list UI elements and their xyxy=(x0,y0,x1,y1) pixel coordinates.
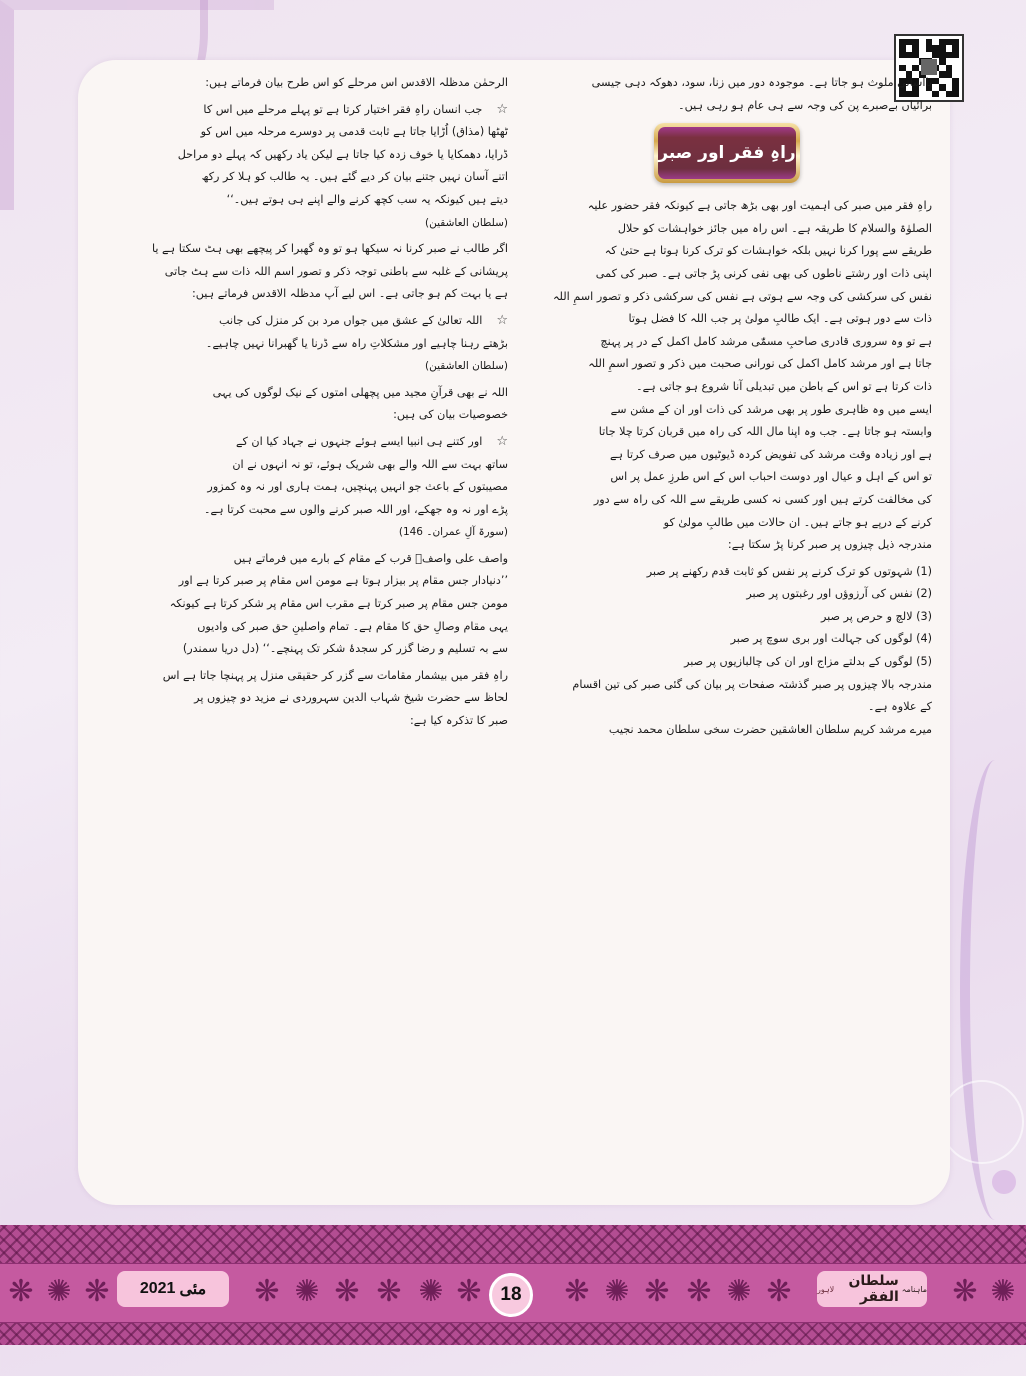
floral-motif-icon: ❋ xyxy=(644,1274,670,1309)
section-title: راہِ فقر اور صبر xyxy=(658,127,796,179)
text-line: الصلوٰۃ والسلام کا طریقہ ہے۔ اس راہ میں جائز خواہشات کو حلال xyxy=(617,221,932,235)
text-line: راہِ فقر میں صبر کی اہمیت اور بھی بڑھ جاتی ہے کیونکہ فقر حضور علیہ xyxy=(587,199,932,213)
text-line: یہی مقام وصالِ حق کا مقام ہے۔ تمام واصلینِ حق صبر کی وادیوں xyxy=(197,619,508,633)
page-footer xyxy=(0,1225,1026,1345)
quote-reference: (سلطان العاشقین) xyxy=(425,360,508,373)
text-line: کرنے کے درپے ہو جاتے ہیں۔ ان حالات میں طالبِ مولیٰ کو xyxy=(663,515,932,529)
text-line: ایسے میں وہ ظاہری طور پر بھی مرشد کی ذات اور ان کے مشن سے xyxy=(610,402,932,416)
quran-quote-block xyxy=(100,431,508,544)
text-line: ہے تو وہ سروری قادری صاحبِ مسمّٰی مرشد کامل اکمل کے در پر پہنچ xyxy=(600,334,932,348)
section-title-badge xyxy=(654,123,800,183)
floral-motif-icon: ❋ xyxy=(254,1274,280,1309)
magazine-logo xyxy=(817,1271,927,1307)
patience-list xyxy=(522,561,932,674)
text-line: اپنی ذات اور رشتے ناطوں کی بھی نفی کرنی پڑ جاتی ہے۔ صبر کی کمی xyxy=(595,266,932,280)
text-line: ساتھ بہت سے اللہ والے بھی شریک ہوئے، تو نہ انہوں نے ان xyxy=(232,457,508,471)
qr-module xyxy=(952,91,959,97)
text-line: ذات سے دور ہوتی ہے۔ ایک طالبِ مولیٰ پر جب اللہ کا فضل ہوتا xyxy=(628,312,932,326)
issue-month: مئی xyxy=(179,1281,207,1298)
text-line: مندرجہ بالا چیزوں پر صبر گذشتہ صفحات پر بیان کی گئی صبر کی تین اقسام xyxy=(572,677,932,691)
text-line: وابستہ ہو جاتا ہے۔ جب وہ اپنا مال اللہ کی راہ میں قربان کرتا چلا جاتا xyxy=(598,425,932,439)
text-line: جاتا ہے اور مرشد کامل اکمل کی نورانی صحبت میں ذکر و تصور اسمِ اللہ xyxy=(588,357,932,371)
floral-motif-icon: ✺ xyxy=(46,1274,72,1309)
text-line: اتنے آسان نہیں جتنے بیان کر دیے گئے ہیں۔ یہ طالب کو ہلا کر رکھ xyxy=(201,170,508,184)
floral-motif-icon: ✺ xyxy=(990,1274,1016,1309)
floral-motif-icon: ❋ xyxy=(8,1274,34,1309)
text-line: پڑے اور نہ وہ جھکے، اور اللہ صبر کرنے والوں سے محبت کرتا ہے۔ xyxy=(203,502,508,516)
floral-motif-icon: ✺ xyxy=(604,1274,630,1309)
text-line: کی مخالفت کرتے ہیں اور کسی نہ کسی طریقے سے اللہ کی راہ سے دور xyxy=(593,492,932,506)
text-line: دیتے ہیں کیونکہ یہ سب کچھ کرنے والے اپنے ہی ہوتے ہیں۔‘‘ xyxy=(226,192,508,206)
background-pearl xyxy=(992,1170,1016,1194)
text-line: راہِ فقر میں بیشمار مقامات سے گزر کر حقیقی منزل پر پہنچا جاتا ہے اس xyxy=(162,668,508,682)
text-line: کے علاوہ ہے۔ xyxy=(868,700,932,714)
text-line: الرحمٰن مدظلہ الاقدس اس مرحلے کو اس طرح بیان فرماتے ہیں: xyxy=(205,76,508,89)
floral-motif-icon: ✺ xyxy=(726,1274,752,1309)
qr-module xyxy=(939,91,946,97)
text-line: مومن جس مقام پر صبر کرتا ہے مقرب اس مقام پر شکر کرتا ہے کیونکہ xyxy=(169,597,508,611)
body-paragraph xyxy=(522,195,932,557)
magazine-name: سلطان الفقر xyxy=(848,1273,899,1305)
qr-module xyxy=(932,91,939,97)
closing-paragraph xyxy=(522,674,932,742)
text-line: اللہ تعالیٰ کے عشق میں جواں مرد بن کر منزل کی جانب xyxy=(219,313,483,327)
floral-motif-icon: ✺ xyxy=(294,1274,320,1309)
body-paragraph xyxy=(100,382,508,427)
text-line: ذات کرتا ہے تو اس کے باطن میں تبدیلی آنا شروع ہو جاتی ہے۔ xyxy=(636,379,932,393)
text-line: مصیبتوں کے باعث جو انہیں پہنچیں، ہمت ہاری اور نہ وہ کمزور xyxy=(207,480,508,494)
text-line: میرے مرشد کریم سلطان العاشقین حضرت سخی سلطان محمد نجیب xyxy=(608,722,932,736)
article-column-right xyxy=(522,72,932,745)
magazine-prefix: ماہنامہ xyxy=(901,1284,927,1294)
quote-reference: (سلطان العاشقین) xyxy=(425,216,508,229)
quote-block xyxy=(100,99,508,235)
floral-motif-icon: ❋ xyxy=(766,1274,792,1309)
text-line: اور کتنے ہی انبیا ایسے ہوئے جنہوں نے جہاد کیا ان کے xyxy=(235,434,483,448)
text-line: مندرجہ ذیل چیزوں پر صبر کرنا پڑ سکتا ہے: xyxy=(727,538,932,552)
text-line: صبر کا تذکرہ کیا ہے: xyxy=(409,714,508,728)
list-item: (1) شہوتوں کو ترک کرنے پر نفس کو ثابت قدم رکھنے پر صبر xyxy=(646,564,932,578)
footer-ornament-band-top xyxy=(0,1225,1026,1264)
text-line: طریقے سے پورا کرنا نہیں بلکہ خواہشات کو ترک کرنا ہوتا ہے حتیٰ کہ xyxy=(604,244,932,258)
page-number: 18 xyxy=(489,1273,533,1317)
text-line: لحاظ سے حضرت شیخ شہاب الدین سہروردی نے مزید دو چیزوں پر xyxy=(194,691,508,705)
body-paragraph xyxy=(100,548,508,661)
text-line: ٹھٹھا (مذاق) اُڑایا جاتا ہے ثابت قدمی پر دوسرے مرحلہ میں اس کو xyxy=(200,125,508,139)
text-line: ہے یا بہت کم ہو جاتی ہے۔ اس لیے آپ مدظلہ الاقدس فرماتے ہیں: xyxy=(192,287,508,301)
list-item: (5) لوگوں کے بدلتے مزاج اور ان کی چالبازیوں پر صبر xyxy=(684,655,932,669)
text-line: بڑھتے رہنا چاہیے اور مشکلاتِ راہ سے ڈرنا یا گھبرانا نہیں چاہیے۔ xyxy=(205,336,508,350)
text-line: نفس کی سرکشی کی وجہ سے ہوتی ہے نفس کی سرکشی ذکر و تصور اسمِ اللہ xyxy=(553,289,932,303)
floral-motif-icon: ❋ xyxy=(376,1274,402,1309)
floral-motif-icon: ❋ xyxy=(456,1274,482,1309)
text-line: ’’دنیادار جس مقام پر بیزار ہوتا ہے مومن اس مقام پر صبر کرتا ہے اور xyxy=(178,574,508,588)
floral-motif-icon: ❋ xyxy=(84,1274,110,1309)
star-outline-icon: ☆ xyxy=(496,433,508,449)
floral-motif-icon: ❋ xyxy=(686,1274,712,1309)
background-ribbon xyxy=(960,760,1026,1220)
star-outline-icon: ☆ xyxy=(496,101,508,117)
text-line: تو اس کے اہل و عیال اور دوست احباب اس کے اس طرزِ عمل پر اس xyxy=(610,470,932,484)
text-line: ڈرایا، دھمکایا یا خوف زدہ کیا جاتا ہے لیکن یاد رکھیں کہ پہلے دو مراحل xyxy=(177,147,508,161)
star-outline-icon: ☆ xyxy=(496,312,508,328)
text-line: اگر طالب نے صبر کرنا نہ سیکھا ہو تو وہ گھبرا کر پیچھے بھی ہٹ سکتا ہے یا xyxy=(151,242,508,256)
text-line: سے بہ تسلیم و رضا گزر کر سجدۂ شکر تک پہنچے۔‘‘ (دل دریا سمندر) xyxy=(182,642,508,656)
text-line: واصف علی واصفؒ قرب کے مقام کے بارے میں فرماتے ہیں xyxy=(233,551,508,565)
floral-motif-icon: ❋ xyxy=(334,1274,360,1309)
issue-year: 2021 xyxy=(139,1280,176,1297)
text-line: خصوصیات بیان کی ہیں: xyxy=(393,408,508,422)
issue-date-badge xyxy=(117,1271,229,1307)
text-line: پریشانی کے غلبہ سے باطنی توجہ ذکر و تصور اسم اللہ ذات سے ہٹ جاتی xyxy=(164,264,508,278)
floral-motif-icon: ❋ xyxy=(952,1274,978,1309)
list-item: (4) لوگوں کی جہالت اور بری سوچ پر صبر xyxy=(730,632,932,646)
text-line: ہے اور زیادہ وقت مرشد کی تفویض کردہ ڈیوٹیوں میں صرف کرتا ہے xyxy=(609,447,932,461)
intro-paragraph xyxy=(522,72,932,117)
list-item: (3) لالچ و حرص پر صبر xyxy=(820,609,932,623)
quote-reference: (سورۃ آلِ عمران۔ 146) xyxy=(398,526,508,539)
qr-module xyxy=(946,91,953,97)
body-paragraph xyxy=(100,665,508,733)
article-column-left xyxy=(100,72,508,737)
floral-motif-icon: ✺ xyxy=(418,1274,444,1309)
text-line: جب انسان راہِ فقر اختیار کرتا ہے تو پہلے مرحلے میں اس کا xyxy=(203,102,483,116)
text-line: باآسانی ملوث ہو جاتا ہے۔ موجودہ دور میں زنا، سود، دھوکہ دہی جیسی xyxy=(591,76,932,89)
text-line: برائیاں بےصبرے پن کی وجہ سے ہی عام ہو رہی ہیں۔ xyxy=(678,98,932,112)
body-paragraph xyxy=(100,238,508,306)
magazine-city: لاہور xyxy=(817,1284,835,1294)
text-line: اللہ نے بھی قرآنِ مجید میں پچھلی امتوں کے نیک لوگوں کی یہی xyxy=(212,385,508,399)
footer-ornament-band-bottom xyxy=(0,1322,1026,1345)
floral-motif-icon: ❋ xyxy=(564,1274,590,1309)
list-item: (2) نفس کی آرزوؤں اور رغبتوں پر صبر xyxy=(746,587,932,601)
quote-block xyxy=(100,310,508,378)
background-bubble xyxy=(940,1080,1024,1164)
continuation-paragraph xyxy=(100,72,508,95)
